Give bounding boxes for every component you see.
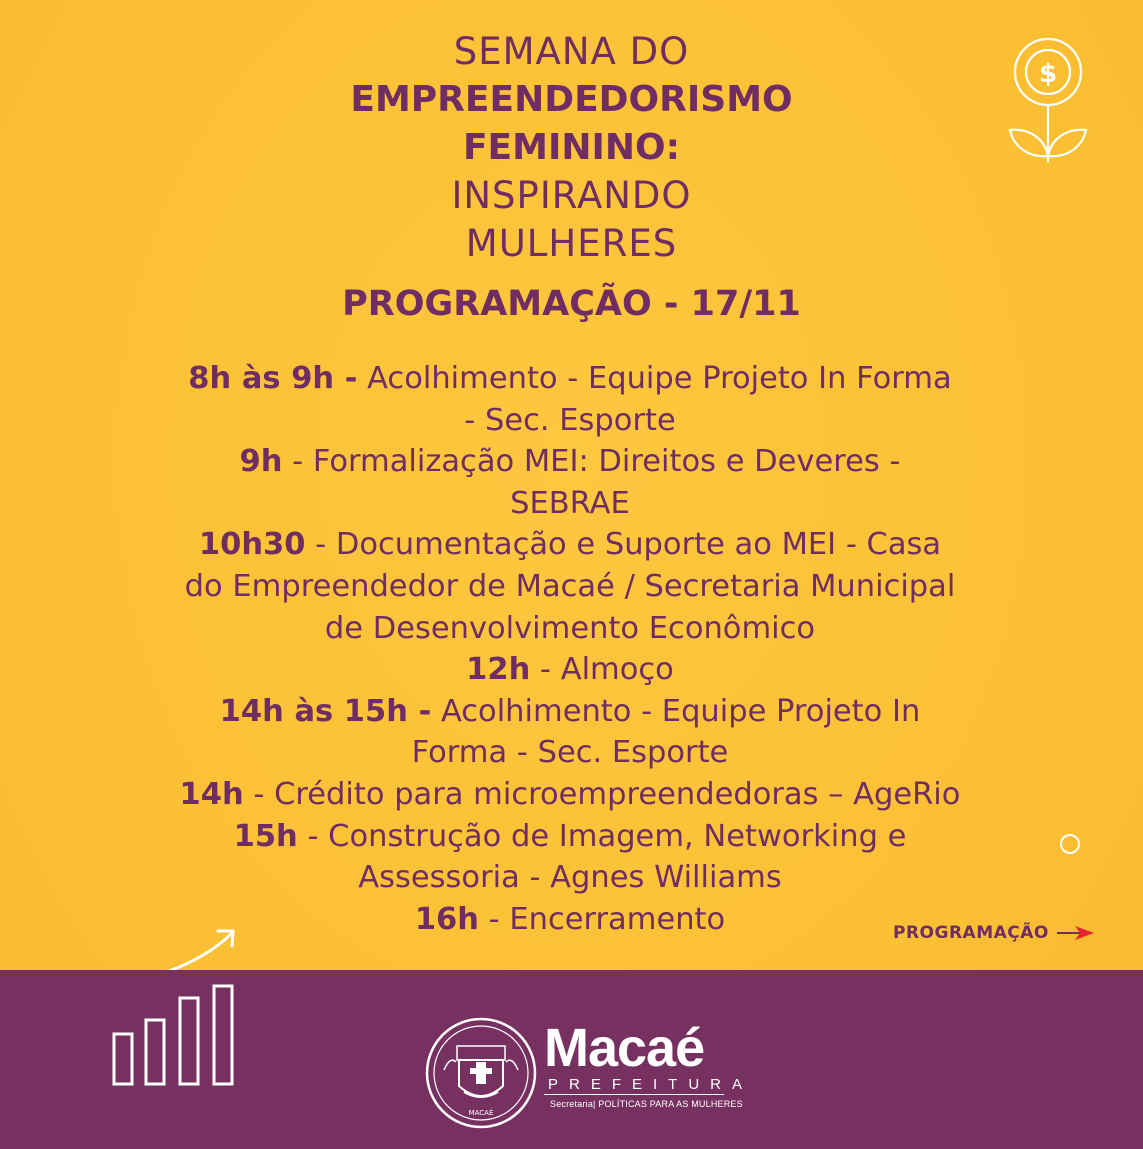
title-line-4: INSPIRANDO (451, 174, 692, 217)
title-line-5: MULHERES (465, 222, 678, 265)
schedule-time: 8h às 9h - (188, 361, 358, 396)
schedule-time: 10h30 (198, 527, 306, 563)
schedule-time: 16h (414, 901, 479, 937)
bar-chart-icon (110, 982, 240, 1086)
schedule-description: - Documentação e Suporte ao MEI - Casa do Empreendedor de Macaé / Secretaria Municipal de Desenvolvimento Econômico (184, 527, 956, 646)
logo-subtitle: PREFEITURA (544, 1076, 724, 1095)
schedule-description: - Construção de Imagem, Networking e Assessoria - Agnes Williams (307, 818, 907, 896)
schedule-item (95, 358, 1045, 441)
schedule-item (95, 649, 1045, 691)
schedule-list (95, 358, 1045, 940)
schedule-time: 14h (179, 776, 244, 812)
schedule-item (95, 816, 1045, 899)
program-title: PROGRAMAÇÃO - 17/11 (342, 284, 801, 324)
title-block (0, 28, 1143, 328)
schedule-time: 15h (233, 818, 298, 854)
title-line-1: SEMANA DO (453, 30, 690, 73)
schedule-description: - Formalização MEI: Direitos e Deveres - SEBRAE (292, 444, 901, 521)
city-logo (544, 1018, 754, 1111)
next-page-label: PROGRAMAÇÃO (893, 923, 1049, 943)
schedule-item (95, 441, 1045, 524)
schedule-time: 14h às 15h - (219, 693, 432, 729)
schedule-item (95, 774, 1045, 816)
schedule-description: Acolhimento - Equipe Projeto In Forma - Sec. Esporte (411, 693, 921, 771)
circle-icon (1060, 834, 1080, 854)
schedule-description: - Crédito para microempreendedoras – AgeRio (243, 776, 961, 812)
svg-text:$: $ (1038, 59, 1058, 89)
seal-text: MACAÉ (468, 1109, 494, 1117)
next-page-link[interactable] (893, 920, 1095, 946)
city-seal-icon (424, 1016, 538, 1130)
plant-money-icon (1006, 36, 1090, 166)
schedule-item (95, 524, 1045, 649)
schedule-description: Acolhimento - Equipe Projeto In Forma - Sec. Esporte (367, 361, 952, 438)
schedule-time: 12h (466, 652, 531, 688)
schedule-description: - Encerramento (478, 901, 726, 937)
arrow-right-icon (1057, 925, 1095, 941)
schedule-description: - Almoço (530, 652, 674, 688)
title-line-2: EMPREENDEDORISMO (350, 79, 793, 120)
secretariat-label: Secretaria| POLÍTICAS PARA AS MULHERES (550, 1099, 743, 1109)
title-line-3: FEMININO: (462, 127, 681, 168)
schedule-item (95, 691, 1045, 774)
logo-name: Macaé (544, 1018, 705, 1078)
schedule-time: 9h (239, 444, 283, 480)
